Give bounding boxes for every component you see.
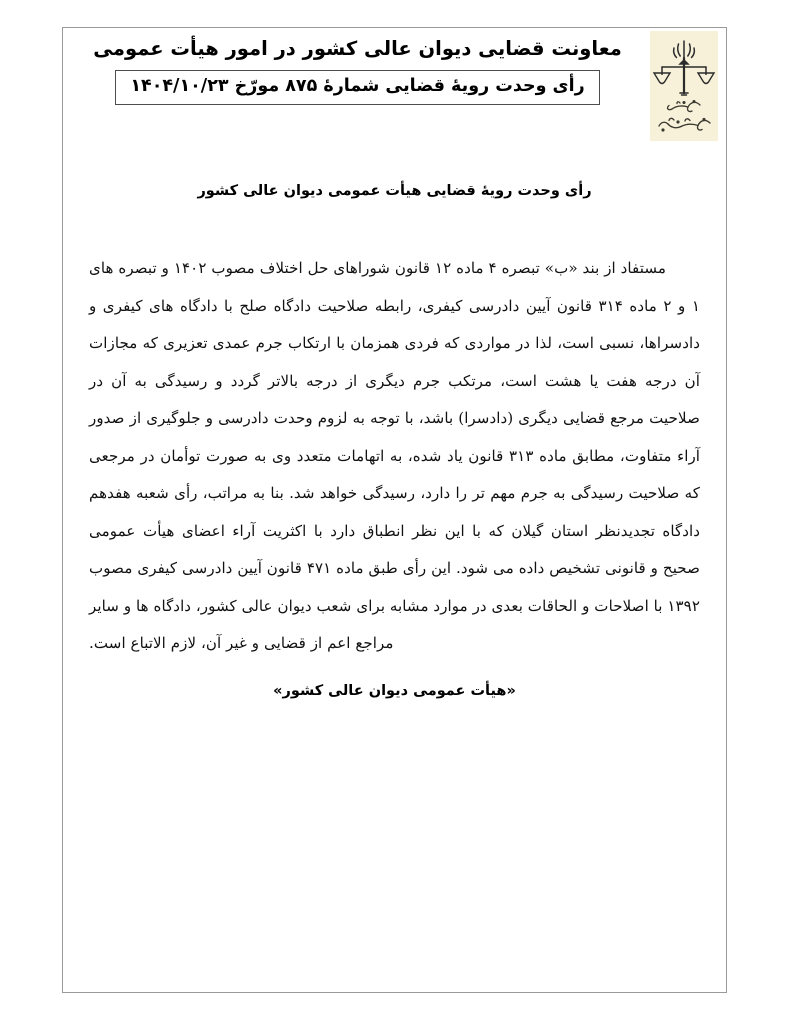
document-page <box>62 27 727 993</box>
ruling-number-box <box>115 70 599 105</box>
document-header <box>63 28 726 143</box>
ruling-body-paragraph: مستفاد از بند «ب» تبصره ۴ ماده ۱۲ قانون شوراهای حل اختلاف مصوب ۱۴۰۲ و تبصره های ۱ و ۲ ماده ۳۱۴ قانون آیین دادرسی کیفری، رابطه صلاحیت دادگاه صلح با دادگاه های کیفری و دادسراها، نسبی است، لذا در مواردی که فردی همزمان با ارتکاب جرم عمدی تعزیری که مجازات آن درجه هفت یا هشت است، مرتکب جرم دیگری از درجه بالاتر گردد و رسیدگی به آن در صلاحیت مرجع قضایی دیگری (دادسرا) باشد، با توجه به لزوم وحدت دادرسی و جلوگیری از صدور آراء متفاوت، مطابق ماده ۳۱۳ قانون یاد شده، به اتهامات متعدد وی به صورت توأمان در مرجعی که صلاحیت رسیدگی به جرم مهم تر را دارد، رسیدگی خواهد شد. بنا به مراتب، رأی شعبه هفدهم دادگاه تجدیدنظر استان گیلان که با این نظر انطباق دارد با اکثریت آراء اعضای هیأت عمومی صحیح و قانونی تشخیص داده می شود. این رأی طبق ماده ۴۷۱ قانون آیین دادرسی کیفری مصوب ۱۳۹۲ با اصلاحات و الحاقات بعدی در موارد مشابه برای شعب دیوان عالی کشور، دادگاه ها و سایر مراجع اعم از قضایی و غیر آن، لازم الاتباع است. <box>89 259 700 652</box>
ruling-number-text: رأی وحدت رویهٔ قضایی شمارهٔ ۸۷۵ مورّخ ۱۴۰۴/۱۰/۲۳ <box>130 76 585 97</box>
signature-line: «هیأت عمومی دیوان عالی کشور» <box>273 683 516 699</box>
document-subtitle: رأی وحدت رویهٔ قضایی هیأت عمومی دیوان عالی کشور <box>197 183 592 199</box>
header-text-column <box>77 34 638 105</box>
judiciary-emblem-logo <box>650 31 718 141</box>
page-title: معاونت قضایی دیوان عالی کشور در امور هیأت عمومی <box>93 37 622 60</box>
